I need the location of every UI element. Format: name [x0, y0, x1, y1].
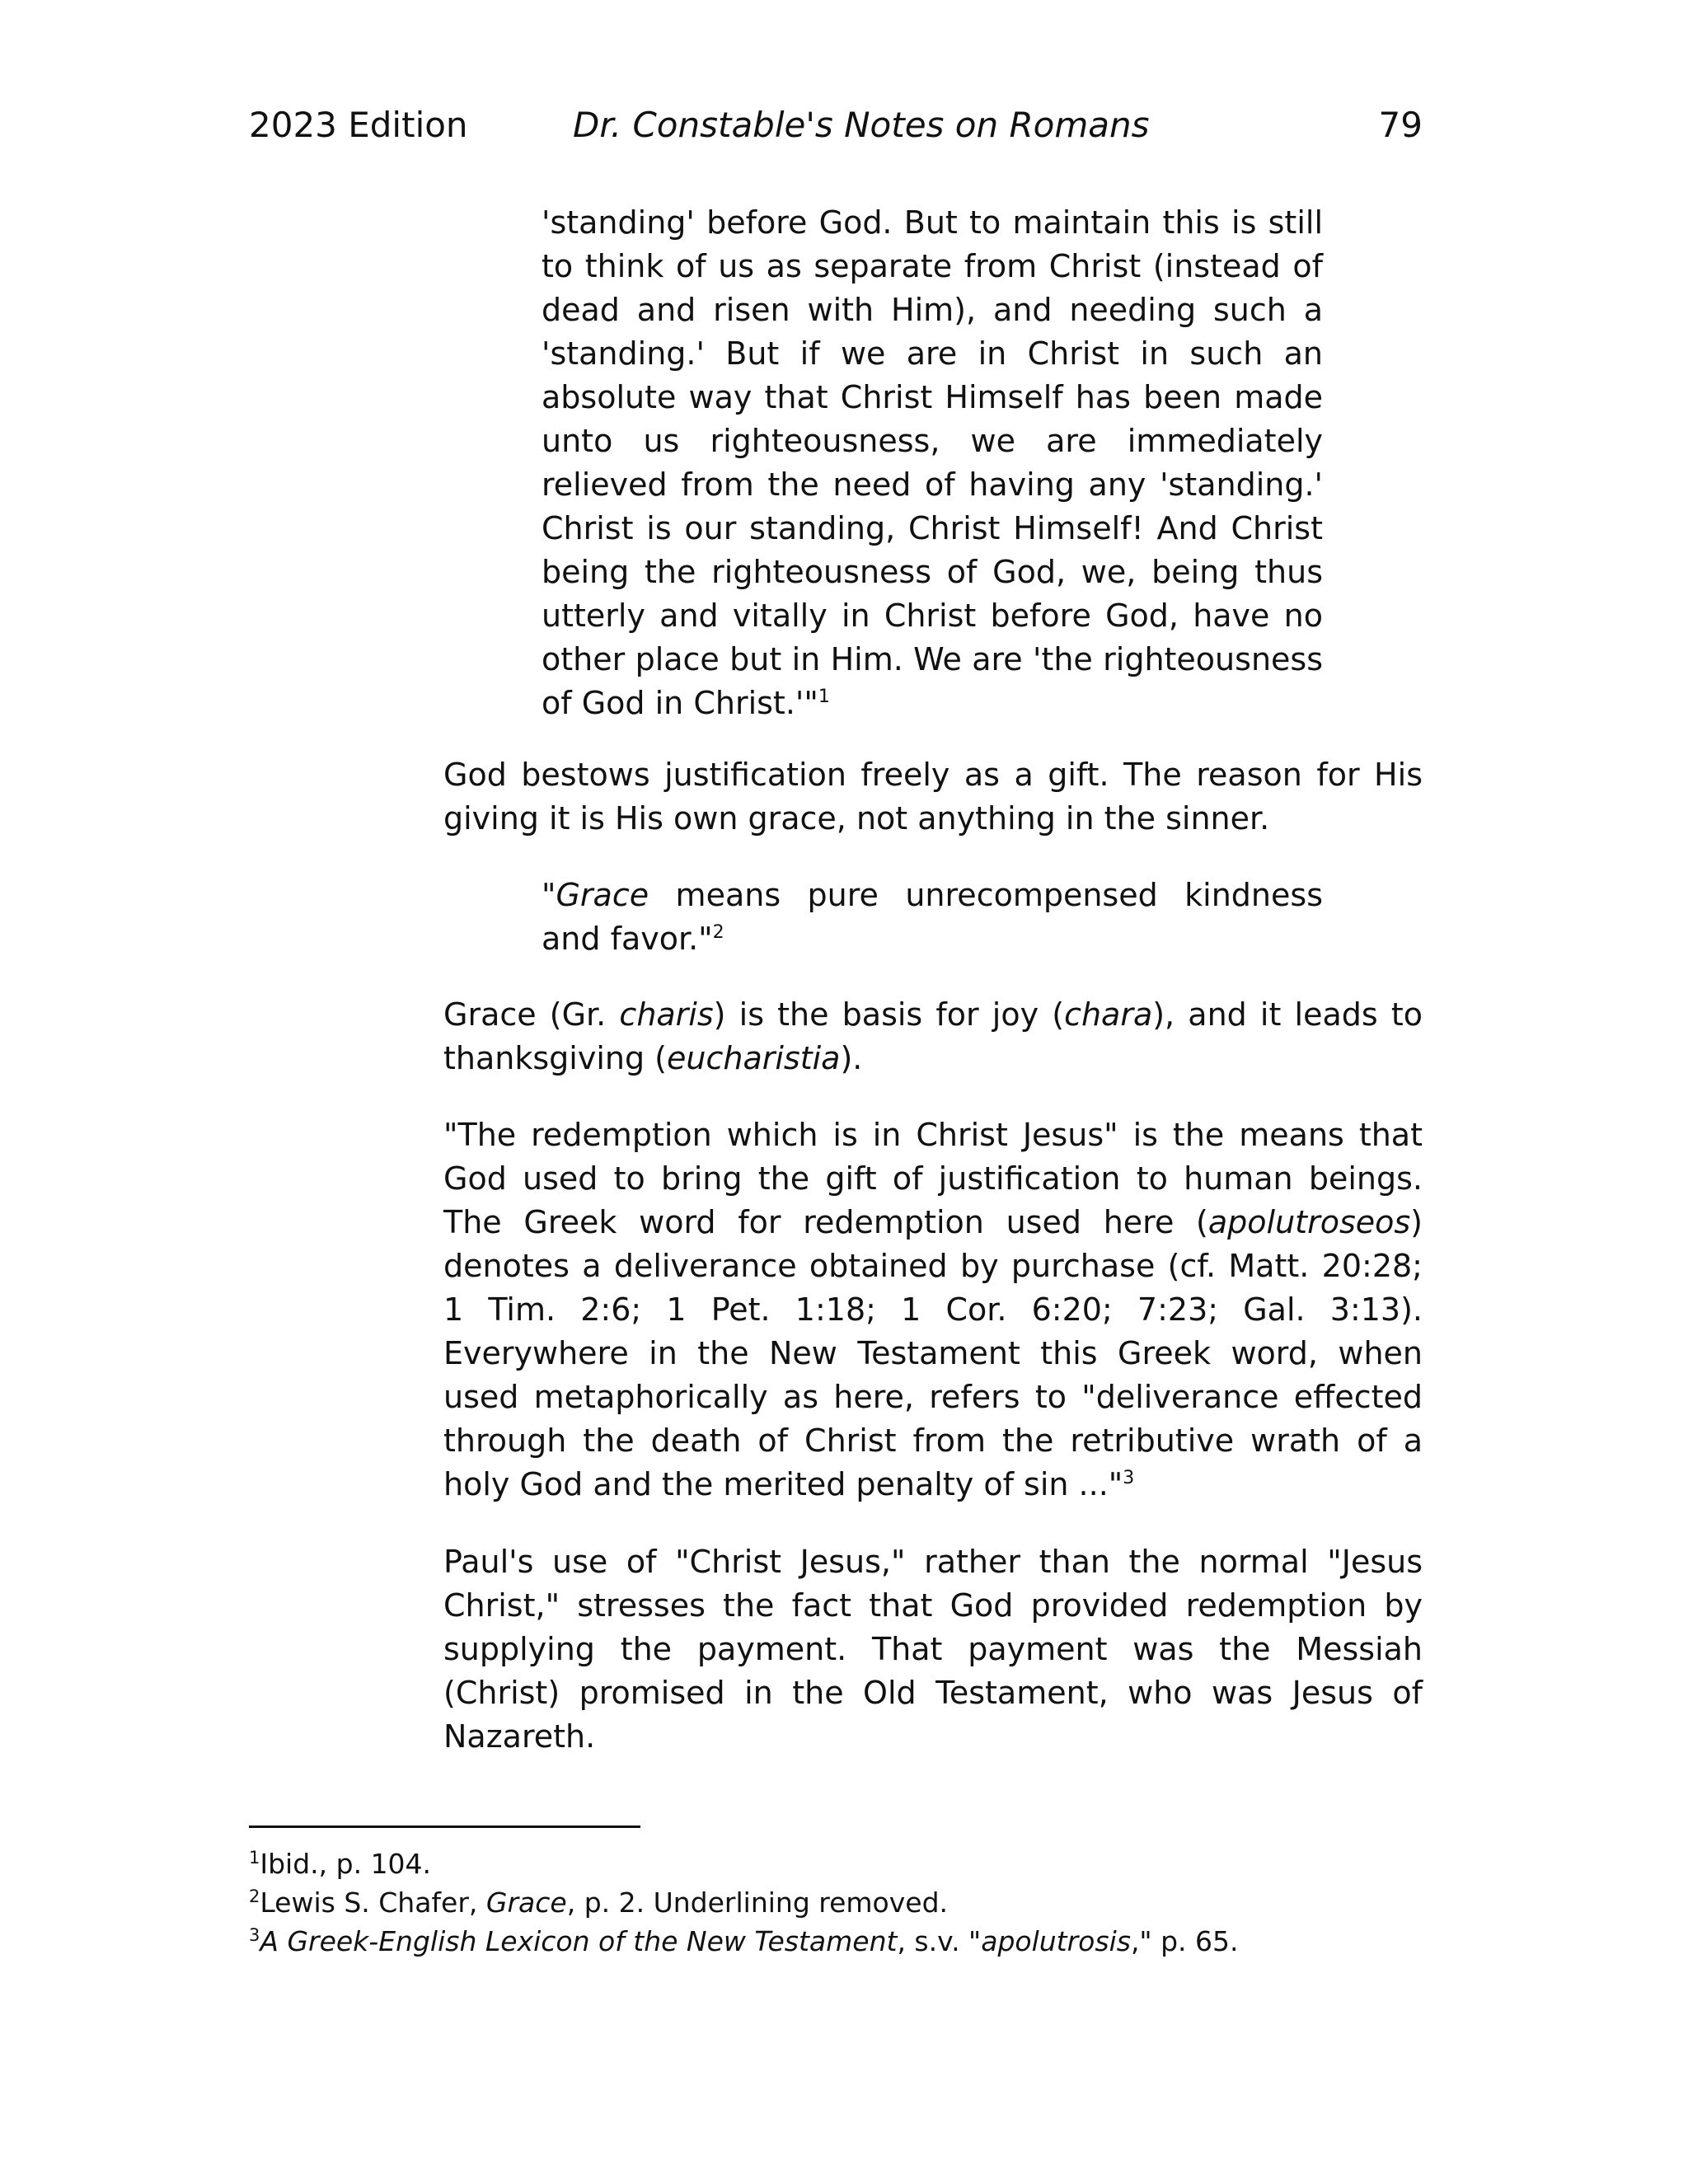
block-quote-standing	[542, 201, 1323, 725]
header-edition: 2023 Edition	[249, 105, 468, 145]
footnote-text: , s.v. "	[897, 1925, 982, 1957]
footnote-greek-word: apolutrosis	[981, 1925, 1131, 1957]
greek-word-chara: chara	[1064, 996, 1153, 1033]
footnote-2	[249, 1885, 1423, 1921]
paragraph-text: God bestows justification freely as a gift. The reason for His giving it is His own grace, not anything in the sinner.	[443, 757, 1423, 837]
paragraph-justification-gift	[443, 753, 1423, 841]
footnote-book-title: Grace	[485, 1886, 567, 1919]
footnote-marker: 1	[249, 1848, 260, 1868]
greek-word-eucharistia: eucharistia	[667, 1040, 841, 1076]
footnote-text: , p. 2. Underlining removed.	[566, 1886, 949, 1919]
paragraph-redemption	[443, 1113, 1423, 1507]
footnote-marker: 3	[249, 1925, 260, 1945]
quote-term-grace: Grace	[556, 877, 649, 913]
footnote-divider	[249, 1825, 640, 1828]
footnote-book-title: A Greek-English Lexicon of the New Testament	[260, 1925, 898, 1957]
header-title: Dr. Constable's Notes on Romans	[573, 105, 1150, 145]
text-segment: ), and it leads to thanksgiving (	[443, 996, 1423, 1076]
page-number: 79	[1378, 105, 1423, 145]
footnote-marker: 2	[249, 1886, 260, 1906]
text-segment: "The redemption which is in Christ Jesus" is the means that God used to bring the gift of justification to human beings. The Greek word for redemption used here (	[443, 1117, 1423, 1240]
paragraph-text: Paul's use of "Christ Jesus," rather than the normal "Jesus Christ," stresses the fact that God provided redemption by supplying the payment. That payment was the Messiah (Christ) promised in the Old Testament, who was Jesus of Nazareth.	[443, 1544, 1423, 1755]
block-quote-grace	[542, 874, 1323, 961]
quote-text: 'standing' before God. But to maintain this is still to think of us as separate from Christ (instead of dead and risen with Him), and needing such a 'standing.' But if we are in Christ in such an absolute way that Christ Himself has been made unto us righteousness, we are immediately relieved from the need of having any 'standing.' Christ is our standing, Christ Himself! And Christ being the righteousness of God, we, being thus utterly and vitally in Christ before God, have no other place but in Him. We are 'the righteousness of God in Christ.'"	[542, 204, 1323, 721]
quote-rest: means pure unrecompensed kindness and favor."	[542, 877, 1323, 957]
paragraph-grace-joy	[443, 993, 1423, 1080]
paragraph-christ-jesus	[443, 1540, 1423, 1759]
quote-open: "	[542, 877, 556, 913]
text-segment: ).	[840, 1040, 863, 1076]
text-segment: ) is the basis for joy (	[713, 996, 1065, 1033]
footnote-1	[249, 1846, 1423, 1882]
footnote-3	[249, 1924, 1423, 1960]
footnote-ref-2: 2	[712, 922, 724, 943]
footnote-text: ," p. 65.	[1130, 1925, 1239, 1957]
footnote-text: Ibid., p. 104.	[260, 1848, 432, 1880]
footnote-ref-3: 3	[1123, 1468, 1135, 1488]
page-header	[249, 102, 1423, 148]
text-segment: ) denotes a deliverance obtained by purchase (cf. Matt. 20:28; 1 Tim. 2:6; 1 Pet. 1:18; 1 Cor. 6:20; 7:23; Gal. 3:13). Everywhere in the New Testament this Greek word, when used metaphorically as here, refers to "deliverance effected through the death of Christ from the retributive wrath of a holy God and the merited penalty of sin ..."	[443, 1204, 1423, 1502]
greek-word-charis: charis	[619, 996, 714, 1033]
footnote-ref-1: 1	[818, 687, 830, 707]
text-segment: Grace (Gr.	[443, 996, 620, 1033]
greek-word-apolutroseos: apolutroseos	[1207, 1204, 1411, 1240]
footnote-text: Lewis S. Chafer,	[260, 1886, 486, 1919]
